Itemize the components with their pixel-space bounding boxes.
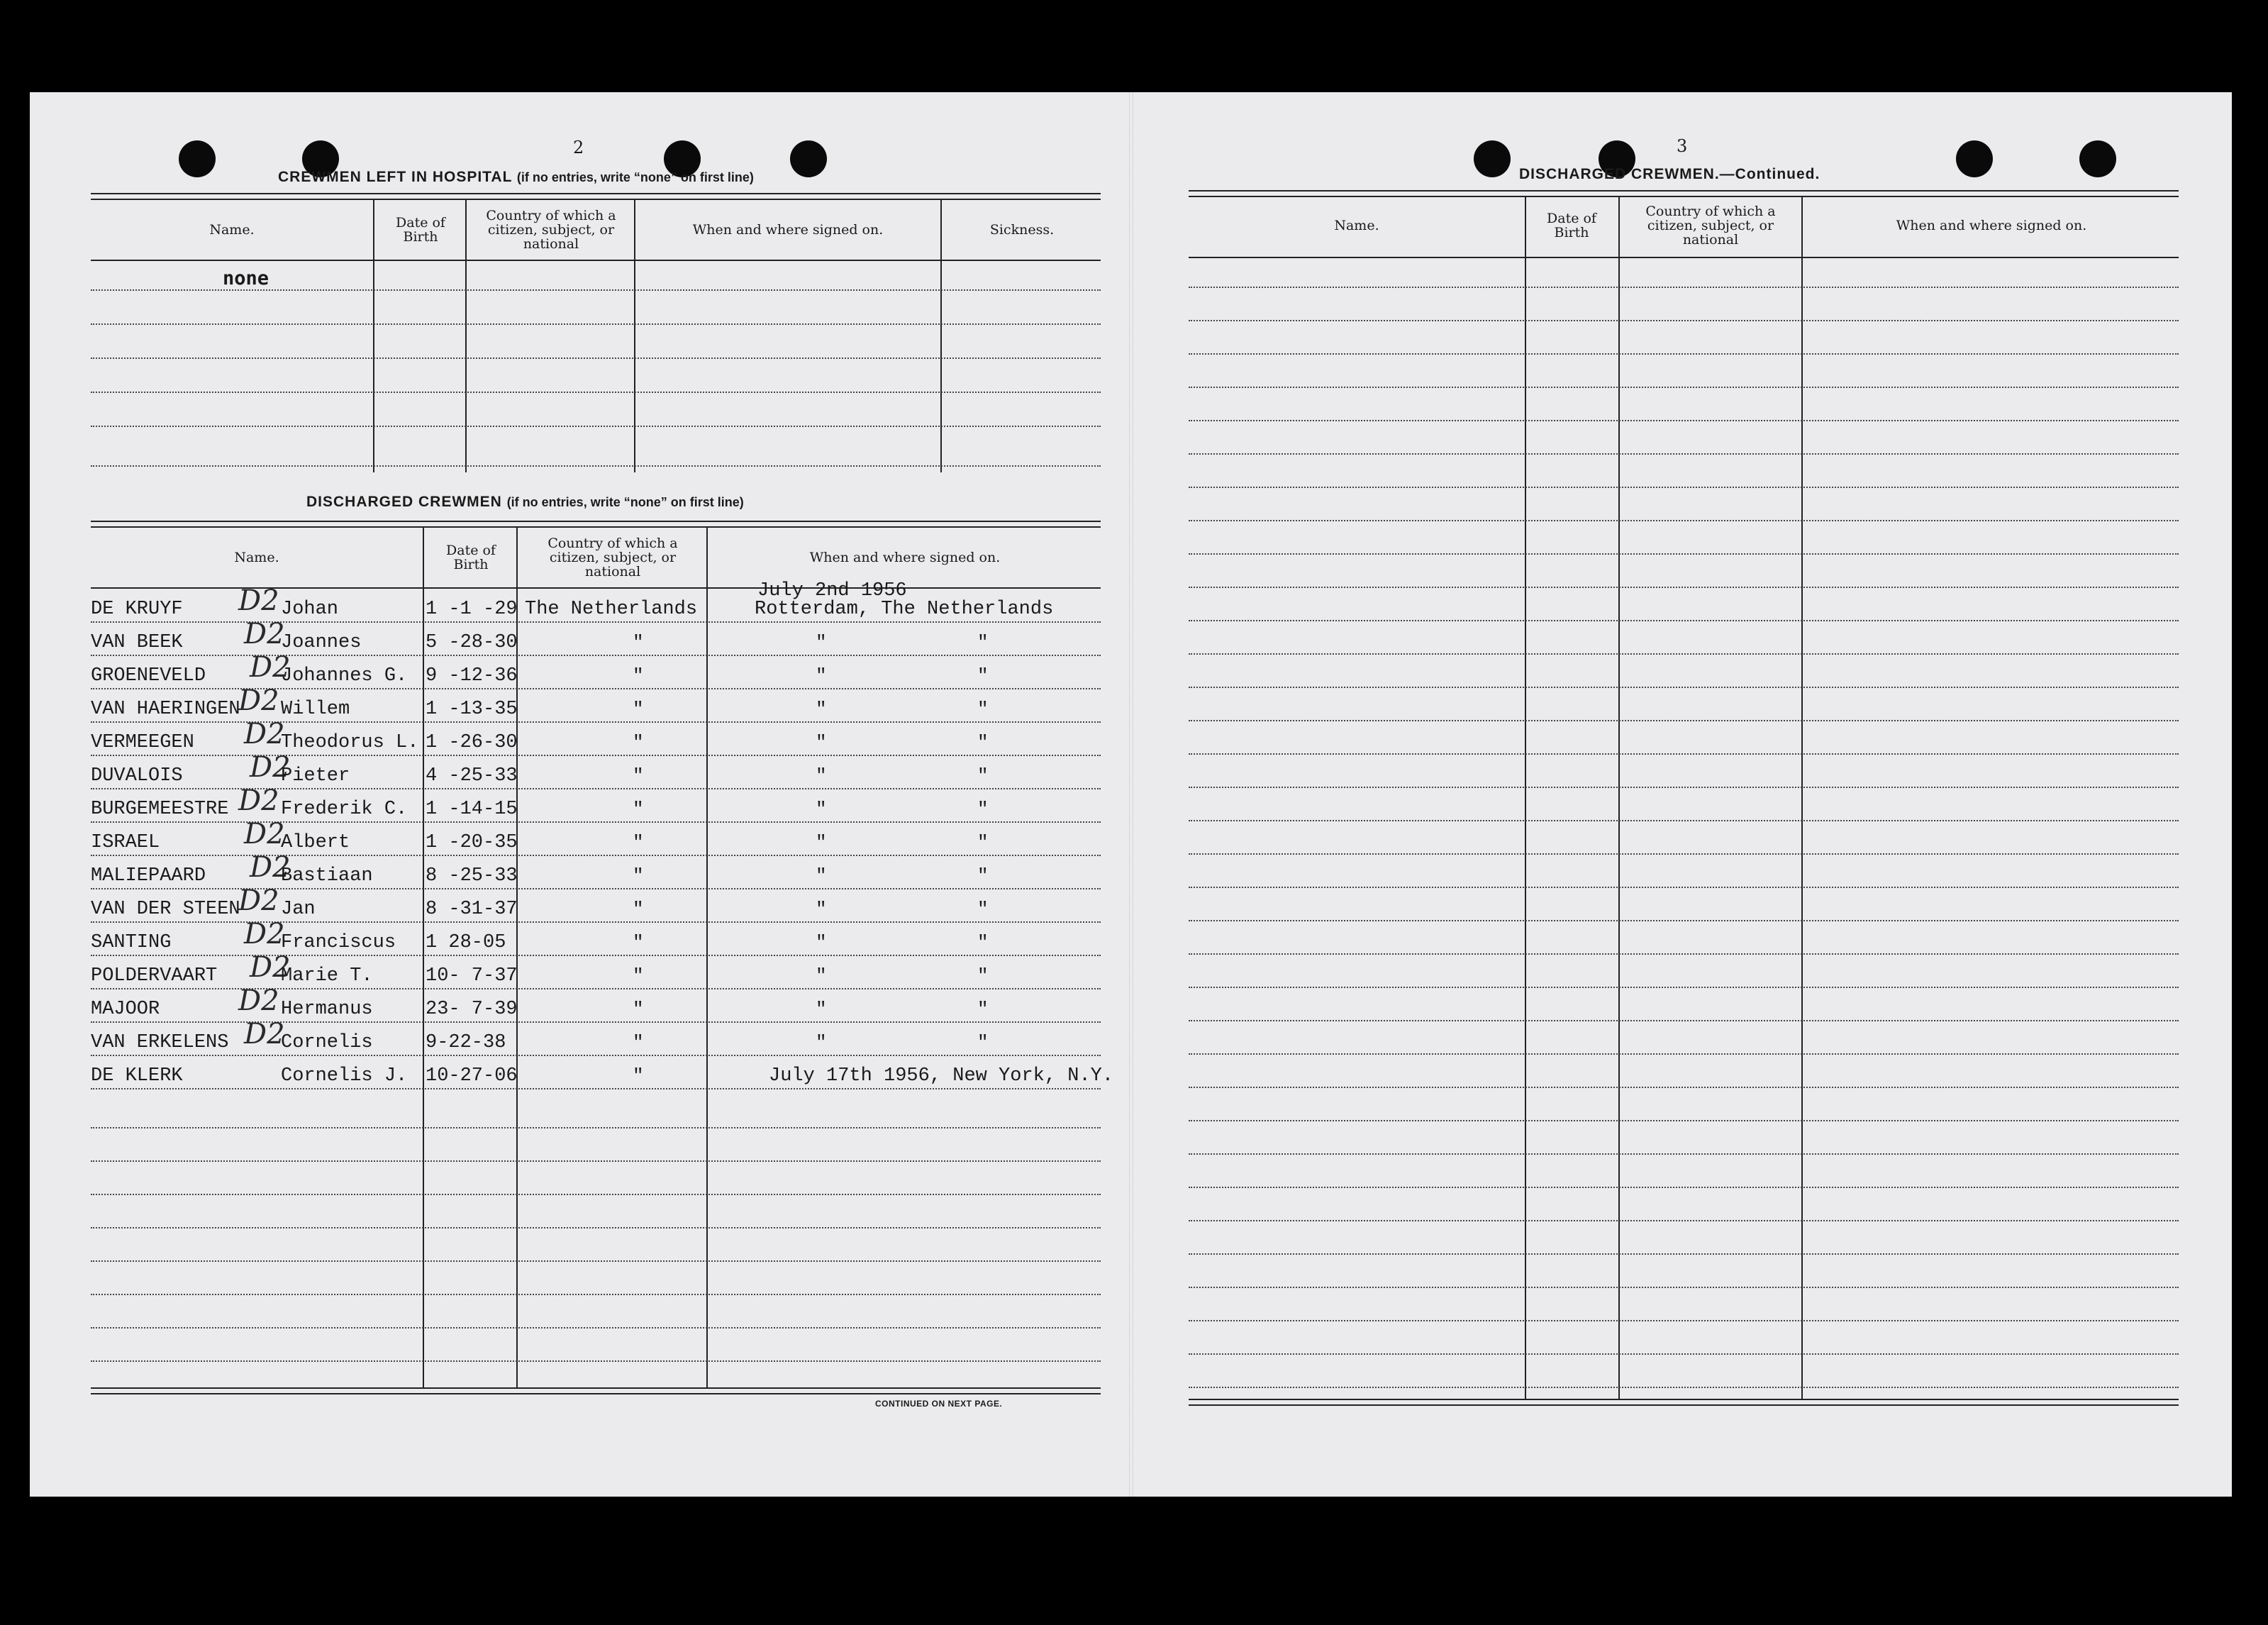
table-bottom-rule — [91, 1387, 1101, 1394]
entry-line — [1189, 820, 2179, 821]
crew-dob: 9 -12-36 — [426, 665, 518, 687]
entry-line — [1189, 987, 2179, 988]
place-ditto: " — [977, 899, 989, 920]
crew-dob: 1 -26-30 — [426, 732, 518, 753]
crew-surname: MALIEPAARD — [91, 865, 206, 887]
entry-line — [91, 921, 1101, 923]
entry-line — [91, 1260, 1101, 1262]
entry-line — [1189, 520, 2179, 521]
country-ditto: " — [633, 799, 644, 820]
signed-on-ditto: " — [816, 999, 827, 1020]
country-ditto: " — [633, 732, 644, 753]
entry-line — [1189, 953, 2179, 955]
crew-given-name: Frederik C. — [281, 799, 408, 820]
entry-line — [91, 1160, 1101, 1162]
hospital-entry: none — [223, 267, 269, 289]
place-ditto: " — [977, 765, 989, 787]
place-ditto: " — [977, 832, 989, 853]
hospital-title-note: (if no entries, write “none” on first line) — [516, 170, 754, 184]
discharged-title-note: (if no entries, write “none” on first line) — [506, 495, 744, 509]
entry-line — [1189, 1353, 2179, 1355]
entry-line — [1189, 787, 2179, 788]
hospital-section-title — [278, 169, 754, 186]
page-fold — [1129, 92, 1133, 1497]
entry-line — [1189, 1053, 2179, 1055]
handwritten-mark: D2 — [238, 985, 279, 1017]
country-ditto: " — [633, 832, 644, 853]
discharged-section-title — [306, 494, 744, 511]
crew-surname: POLDERVAART — [91, 965, 218, 987]
crew-dob: 8 -25-33 — [426, 865, 518, 887]
entry-line — [1189, 1387, 2179, 1388]
handwritten-mark: D2 — [238, 684, 279, 717]
crew-given-name: Pieter — [281, 765, 350, 787]
place-ditto: " — [977, 665, 989, 687]
col-header-dob: Date of Birth — [396, 215, 445, 245]
crew-dob: 1 -14-15 — [426, 799, 518, 820]
country-ditto: " — [633, 632, 644, 653]
entry-line — [1189, 553, 2179, 555]
signed-on-ditto: " — [816, 665, 827, 687]
col-header-country: Country of which a citizen, subject, or national — [486, 208, 616, 252]
signed-on-ditto: " — [816, 699, 827, 720]
entry-line — [1189, 587, 2179, 588]
handwritten-mark: D2 — [244, 618, 285, 650]
place-ditto: " — [977, 632, 989, 653]
entry-line — [91, 1055, 1101, 1056]
country-ditto: " — [633, 965, 644, 987]
entry-line — [1189, 687, 2179, 688]
crew-dob: 4 -25-33 — [426, 765, 518, 787]
hospital-table — [91, 193, 1101, 569]
crew-surname: VAN ERKELENS — [91, 1032, 229, 1053]
entry-line — [1189, 320, 2179, 321]
handwritten-mark: D2 — [244, 918, 285, 950]
place-ditto: " — [977, 965, 989, 987]
crew-given-name: Hermanus — [281, 999, 373, 1020]
crew-dob: 1 -13-35 — [426, 699, 518, 720]
handwritten-mark: D2 — [238, 784, 279, 817]
crew-surname: GROENEVELD — [91, 665, 206, 687]
entry-line — [1189, 387, 2179, 388]
country-ditto: " — [633, 1032, 644, 1053]
entry-line — [1189, 420, 2179, 421]
right-section-title: DISCHARGED CREWMEN.—Continued. — [1519, 166, 1820, 182]
handwritten-mark: D2 — [238, 584, 279, 617]
entry-line — [91, 621, 1101, 623]
col-header-country: Country of which a citizen, subject, or national — [1645, 204, 1776, 248]
crew-given-name: Theodorus L. — [281, 732, 419, 753]
entry-line — [1189, 1287, 2179, 1288]
col-header-dob: Date of Birth — [446, 543, 496, 572]
crew-given-name: Johannes G. — [281, 665, 408, 687]
discharged-title-text: DISCHARGED CREWMEN — [306, 494, 502, 510]
entry-line — [1189, 920, 2179, 921]
table-top-rule — [91, 193, 1101, 200]
entry-line — [91, 855, 1101, 856]
country-ditto: " — [633, 765, 644, 787]
entry-line — [1189, 1153, 2179, 1155]
signed-on-ditto: " — [816, 932, 827, 953]
page-number: 2 — [573, 138, 584, 157]
place-ditto: " — [977, 865, 989, 887]
place-ditto: " — [977, 732, 989, 753]
country-ditto: " — [633, 899, 644, 920]
entry-line — [1189, 1320, 2179, 1321]
header-rule — [91, 260, 1101, 261]
entry-line — [91, 392, 1101, 393]
entry-line — [1189, 653, 2179, 655]
place-ditto: " — [977, 799, 989, 820]
entry-line — [1189, 453, 2179, 455]
crew-dob: 10- 7-37 — [426, 965, 518, 987]
handwritten-mark: D2 — [250, 651, 291, 684]
entry-line — [91, 655, 1101, 656]
entry-line — [91, 821, 1101, 823]
signed-on-ditto: " — [816, 1032, 827, 1053]
entry-line — [1189, 887, 2179, 888]
crew-dob: 1 -1 -29 — [426, 599, 518, 620]
crew-given-name: Cornelis J. — [281, 1065, 408, 1087]
signed-on: July 17th 1956, New York, N.Y. — [769, 1065, 1114, 1087]
crew-dob: 8 -31-37 — [426, 899, 518, 920]
signed-on-ditto: " — [816, 865, 827, 887]
place-ditto: " — [977, 699, 989, 720]
entry-line — [1189, 853, 2179, 855]
crew-given-name: Marie T. — [281, 965, 373, 987]
entry-line — [1189, 1187, 2179, 1188]
crew-given-name: Johan — [281, 599, 339, 620]
entry-line — [1189, 753, 2179, 755]
signed-on-ditto: " — [816, 965, 827, 987]
country-ditto: " — [633, 999, 644, 1020]
entry-line — [1189, 1220, 2179, 1221]
entry-line — [91, 357, 1101, 359]
entry-line — [91, 289, 1101, 291]
crew-dob: 9-22-38 — [426, 1032, 506, 1053]
hospital-title-text: CREWMEN LEFT IN HOSPITAL — [278, 169, 513, 185]
entry-line — [91, 1227, 1101, 1229]
page-number: 3 — [1677, 136, 1688, 156]
crew-given-name: Jan — [281, 899, 316, 920]
place-ditto: " — [977, 999, 989, 1020]
crew-surname: VERMEEGEN — [91, 732, 194, 753]
entry-line — [91, 1294, 1101, 1295]
country-ditto: " — [633, 1065, 644, 1087]
continued-table — [1189, 190, 2179, 1403]
signed-on-place: Rotterdam, The Netherlands — [755, 599, 1054, 620]
crew-dob: 23- 7-39 — [426, 999, 518, 1020]
crew-given-name: Cornelis — [281, 1032, 373, 1053]
signed-on-date: July 2nd 1956 — [757, 580, 907, 601]
place-ditto: " — [977, 932, 989, 953]
signed-on-ditto: " — [816, 799, 827, 820]
signed-on-ditto: " — [816, 632, 827, 653]
crew-surname: DE KLERK — [91, 1065, 183, 1087]
col-divider — [634, 199, 635, 472]
col-header-signed-on: When and where signed on. — [809, 550, 1001, 565]
handwritten-mark: D2 — [244, 1018, 285, 1050]
table-top-rule — [1189, 190, 2179, 197]
crew-given-name: Joannes — [281, 632, 362, 653]
crew-surname: VAN DER STEEN — [91, 899, 240, 920]
handwritten-mark: D2 — [250, 951, 291, 984]
col-header-country: Country of which a citizen, subject, or national — [547, 536, 678, 579]
entry-line — [91, 1088, 1101, 1089]
col-header-name: Name. — [209, 222, 255, 238]
entry-line — [91, 755, 1101, 756]
crew-surname: DUVALOIS — [91, 765, 183, 787]
binder-hole — [1474, 140, 1511, 177]
entry-line — [1189, 487, 2179, 488]
country-ditto: " — [633, 865, 644, 887]
binder-hole — [2079, 140, 2116, 177]
crew-dob: 5 -28-30 — [426, 632, 518, 653]
col-header-signed-on: When and where signed on. — [692, 222, 884, 238]
entry-line — [1189, 1087, 2179, 1088]
document-sheet — [30, 92, 2232, 1497]
col-header-sickness: Sickness. — [989, 222, 1055, 238]
crew-country: The Netherlands — [525, 599, 698, 620]
col-header-name: Name. — [1334, 218, 1379, 233]
binder-hole — [1956, 140, 1993, 177]
entry-line — [91, 1360, 1101, 1362]
discharged-table — [91, 521, 1114, 1386]
table-bottom-rule — [1189, 1399, 2179, 1406]
country-ditto: " — [633, 932, 644, 953]
entry-line — [91, 1327, 1101, 1329]
handwritten-mark: D2 — [250, 751, 291, 784]
col-header-dob: Date of Birth — [1547, 211, 1596, 240]
crew-given-name: Willem — [281, 699, 350, 720]
crew-dob: 10-27-06 — [426, 1065, 518, 1087]
country-ditto: " — [633, 665, 644, 687]
entry-line — [91, 1127, 1101, 1128]
crew-given-name: Albert — [281, 832, 350, 853]
entry-line — [91, 721, 1101, 723]
handwritten-mark: D2 — [244, 718, 285, 750]
entry-line — [1189, 720, 2179, 721]
signed-on-ditto: " — [816, 765, 827, 787]
col-divider — [940, 199, 942, 472]
signed-on-ditto: " — [816, 732, 827, 753]
crew-surname: SANTING — [91, 932, 172, 953]
crew-given-name: Franciscus — [281, 932, 396, 953]
signed-on-ditto: " — [816, 899, 827, 920]
crew-dob: 1 28-05 — [426, 932, 506, 953]
crew-surname: VAN HAERINGEN — [91, 699, 240, 720]
entry-line — [91, 426, 1101, 427]
entry-line — [91, 955, 1101, 956]
country-ditto: " — [633, 699, 644, 720]
entry-line — [91, 1194, 1101, 1195]
place-ditto: " — [977, 1032, 989, 1053]
col-header-name: Name. — [234, 550, 279, 565]
entry-line — [91, 465, 1101, 467]
handwritten-mark: D2 — [238, 884, 279, 917]
entry-line — [91, 1021, 1101, 1023]
crew-dob: 1 -20-35 — [426, 832, 518, 853]
entry-line — [1189, 620, 2179, 621]
binder-hole — [790, 140, 827, 177]
crew-surname: ISRAEL — [91, 832, 160, 853]
handwritten-mark: D2 — [244, 818, 285, 850]
crew-surname: VAN BEEK — [91, 632, 183, 653]
crew-given-name: Bastiaan — [281, 865, 373, 887]
col-divider — [373, 199, 374, 472]
signed-on-ditto: " — [816, 832, 827, 853]
entry-line — [1189, 353, 2179, 355]
crew-surname: MAJOOR — [91, 999, 160, 1020]
crew-surname: BURGEMEESTRE — [91, 799, 229, 820]
entry-line — [91, 323, 1101, 325]
binder-hole — [179, 140, 216, 177]
handwritten-mark: D2 — [250, 851, 291, 884]
entry-line — [1189, 1120, 2179, 1121]
header-rule — [1189, 257, 2179, 258]
col-header-signed-on: When and where signed on. — [1896, 218, 2087, 233]
continued-note: CONTINUED ON NEXT PAGE. — [875, 1399, 1003, 1409]
entry-line — [1189, 287, 2179, 288]
crew-surname: DE KRUYF — [91, 599, 183, 620]
table-top-rule — [91, 521, 1101, 528]
entry-line — [1189, 1020, 2179, 1021]
col-divider — [465, 199, 467, 472]
entry-line — [1189, 1253, 2179, 1255]
